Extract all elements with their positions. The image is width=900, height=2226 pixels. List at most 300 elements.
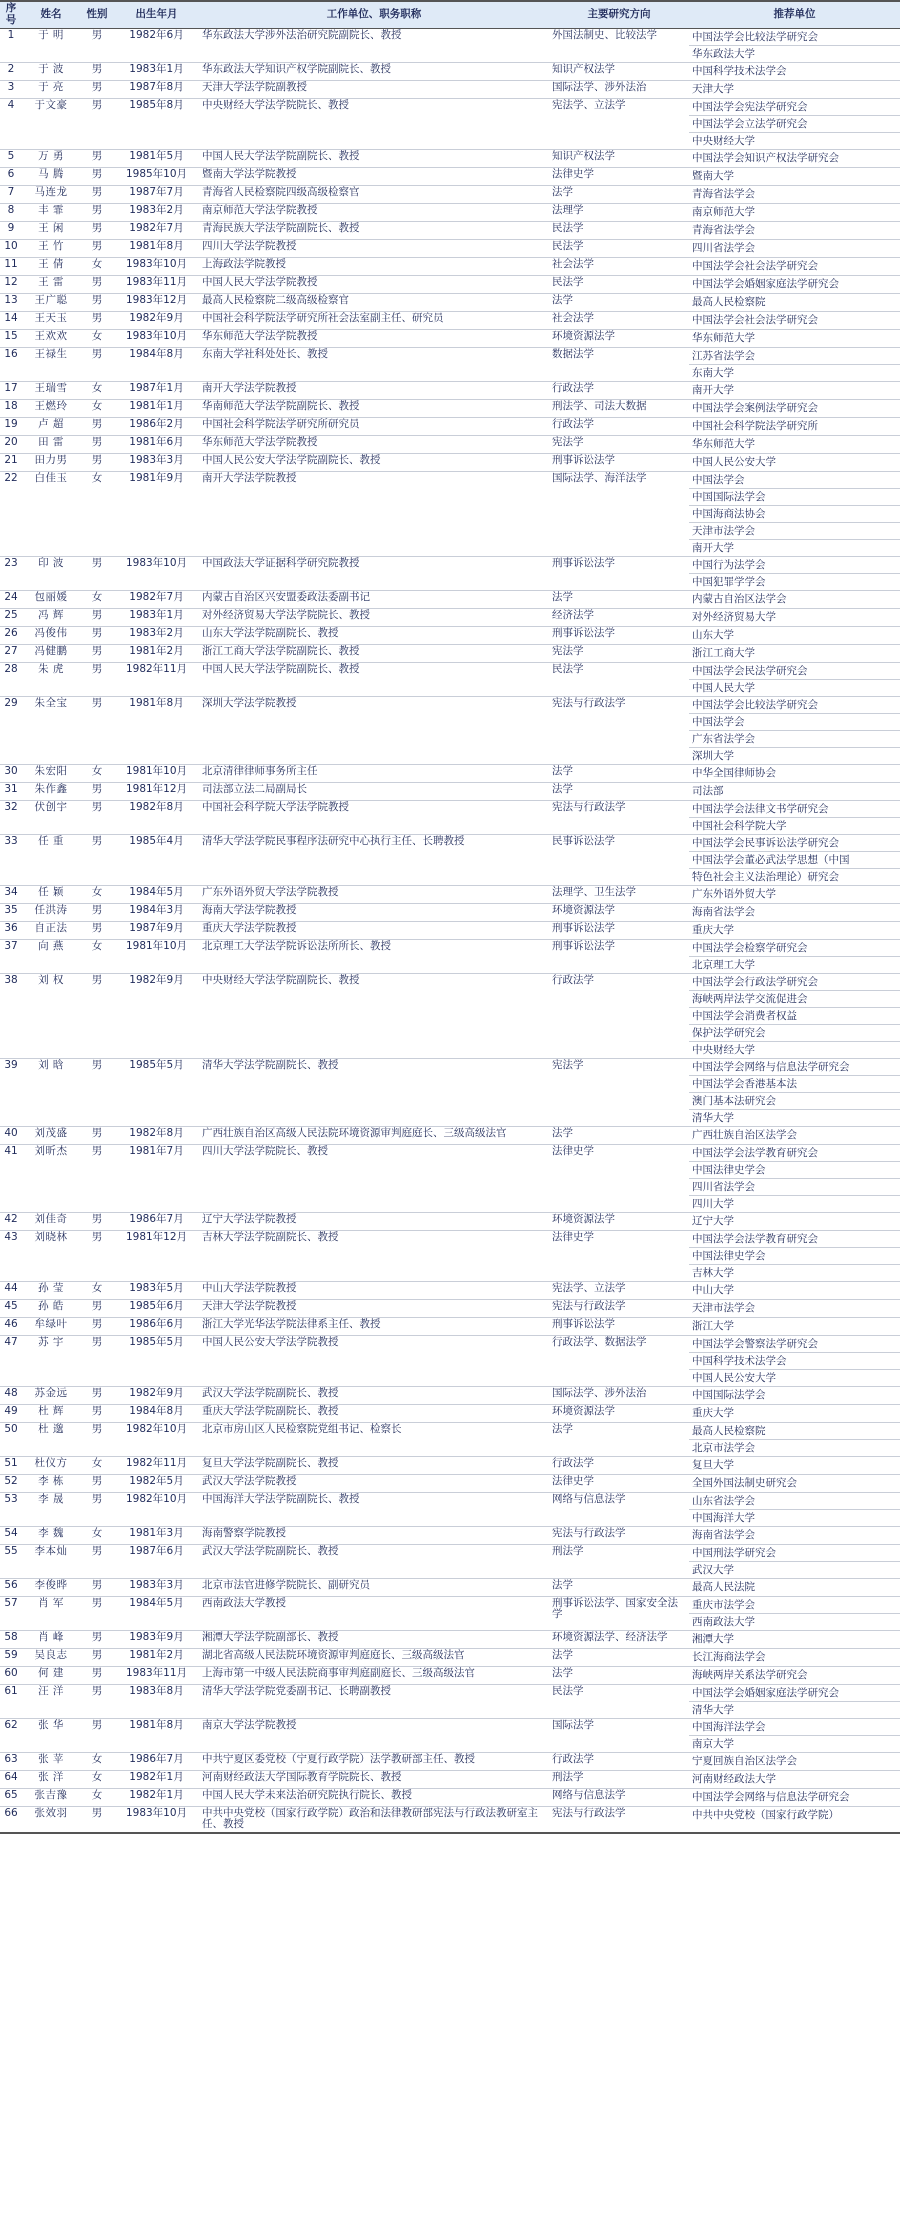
cell-field: 民法学 bbox=[549, 662, 689, 696]
cell-unit: 广东外语外贸大学法学院教授 bbox=[199, 885, 549, 903]
cell-unit: 清华大学法学院党委副书记、长聘副教授 bbox=[199, 1684, 549, 1718]
cell-index: 54 bbox=[0, 1526, 22, 1544]
cell-unit: 四川大学法学院院长、教授 bbox=[199, 1144, 549, 1212]
recommender-line: 长江海商法学会 bbox=[692, 1650, 766, 1663]
cell-gender: 男 bbox=[80, 1126, 114, 1144]
cell-name: 苏 宇 bbox=[22, 1335, 80, 1386]
cell-recommender bbox=[689, 471, 900, 556]
recommender-line: 北京市法学会 bbox=[692, 1441, 755, 1454]
cell-index: 43 bbox=[0, 1230, 22, 1281]
cell-unit: 南开大学法学院教授 bbox=[199, 471, 549, 556]
recommender-line: 青海省法学会 bbox=[692, 187, 755, 200]
cell-unit: 中山大学法学院教授 bbox=[199, 1281, 549, 1299]
cell-birth: 1981年7月 bbox=[114, 1144, 199, 1212]
cell-birth: 1981年2月 bbox=[114, 1648, 199, 1666]
cell-index: 62 bbox=[0, 1718, 22, 1752]
cell-name: 冯健鹏 bbox=[22, 644, 80, 662]
cell-field: 行政法学 bbox=[549, 1752, 689, 1770]
cell-recommender bbox=[689, 939, 900, 973]
recommender-line: 中国科学技术法学会 bbox=[692, 64, 787, 77]
cell-gender: 男 bbox=[80, 435, 114, 453]
table-row bbox=[0, 903, 900, 921]
table-row bbox=[0, 1058, 900, 1126]
cell-name: 向 燕 bbox=[22, 939, 80, 973]
cell-birth: 1984年8月 bbox=[114, 1404, 199, 1422]
cell-gender: 女 bbox=[80, 590, 114, 608]
recommender-line: 中国法学会法学教育研究会 bbox=[689, 1231, 900, 1248]
cell-recommender bbox=[689, 62, 900, 80]
cell-gender: 男 bbox=[80, 608, 114, 626]
header-cell-unit: 工作单位、职务职称 bbox=[199, 1, 549, 28]
cell-unit: 华东政法大学知识产权学院副院长、教授 bbox=[199, 62, 549, 80]
recommender-line: 清华大学 bbox=[692, 1111, 734, 1124]
recommender-line: 浙江大学 bbox=[692, 1319, 734, 1332]
cell-birth: 1981年8月 bbox=[114, 1718, 199, 1752]
table-row bbox=[0, 167, 900, 185]
table-row bbox=[0, 417, 900, 435]
cell-name: 杜 邈 bbox=[22, 1422, 80, 1456]
cell-recommender bbox=[689, 80, 900, 98]
cell-index: 11 bbox=[0, 257, 22, 275]
cell-birth: 1982年8月 bbox=[114, 1126, 199, 1144]
cell-birth: 1983年2月 bbox=[114, 626, 199, 644]
cell-gender: 男 bbox=[80, 1492, 114, 1526]
recommender-line: 中国法学会比较法学研究会 bbox=[689, 29, 900, 46]
cell-name: 王 竹 bbox=[22, 239, 80, 257]
cell-gender: 男 bbox=[80, 203, 114, 221]
cell-birth: 1984年5月 bbox=[114, 1596, 199, 1630]
cell-unit: 中国人民公安大学法学院副院长、教授 bbox=[199, 453, 549, 471]
cell-index: 58 bbox=[0, 1630, 22, 1648]
table-body bbox=[0, 28, 900, 1833]
table-row bbox=[0, 1806, 900, 1833]
cell-birth: 1984年5月 bbox=[114, 885, 199, 903]
cell-unit: 南开大学法学院教授 bbox=[199, 381, 549, 399]
table-row bbox=[0, 1281, 900, 1299]
cell-gender: 男 bbox=[80, 1299, 114, 1317]
cell-gender: 男 bbox=[80, 800, 114, 834]
cell-field: 民法学 bbox=[549, 1684, 689, 1718]
cell-name: 丰 霏 bbox=[22, 203, 80, 221]
table-row bbox=[0, 800, 900, 834]
cell-recommender bbox=[689, 644, 900, 662]
table-row bbox=[0, 1212, 900, 1230]
table-row bbox=[0, 662, 900, 696]
cell-name: 朱全宝 bbox=[22, 696, 80, 764]
cell-index: 5 bbox=[0, 149, 22, 167]
cell-birth: 1987年8月 bbox=[114, 80, 199, 98]
cell-index: 64 bbox=[0, 1770, 22, 1788]
cell-field: 国际法学 bbox=[549, 1718, 689, 1752]
cell-field: 社会法学 bbox=[549, 257, 689, 275]
cell-gender: 男 bbox=[80, 696, 114, 764]
cell-recommender bbox=[689, 1630, 900, 1648]
cell-unit: 天津大学法学院副教授 bbox=[199, 80, 549, 98]
cell-unit: 中国社会科学院大学法学院教授 bbox=[199, 800, 549, 834]
cell-name: 刘 权 bbox=[22, 973, 80, 1058]
cell-recommender bbox=[689, 28, 900, 62]
cell-field: 知识产权法学 bbox=[549, 149, 689, 167]
cell-unit: 上海政法学院教授 bbox=[199, 257, 549, 275]
cell-gender: 男 bbox=[80, 167, 114, 185]
cell-name: 张 洋 bbox=[22, 1770, 80, 1788]
cell-recommender bbox=[689, 399, 900, 417]
cell-index: 27 bbox=[0, 644, 22, 662]
recommender-line: 四川大学 bbox=[692, 1197, 734, 1210]
cell-gender: 男 bbox=[80, 1596, 114, 1630]
table-row bbox=[0, 62, 900, 80]
cell-recommender bbox=[689, 1788, 900, 1806]
cell-unit: 浙江工商大学法学院副院长、教授 bbox=[199, 644, 549, 662]
table-row bbox=[0, 1666, 900, 1684]
cell-unit: 中央财经大学法学院副院长、教授 bbox=[199, 973, 549, 1058]
cell-recommender bbox=[689, 1648, 900, 1666]
cell-index: 61 bbox=[0, 1684, 22, 1718]
cell-field: 行政法学 bbox=[549, 417, 689, 435]
cell-field: 环境资源法学 bbox=[549, 1212, 689, 1230]
cell-recommender bbox=[689, 149, 900, 167]
cell-gender: 女 bbox=[80, 1770, 114, 1788]
cell-field: 刑事诉讼法学 bbox=[549, 921, 689, 939]
cell-birth: 1981年6月 bbox=[114, 435, 199, 453]
cell-index: 31 bbox=[0, 782, 22, 800]
cell-field: 网络与信息法学 bbox=[549, 1492, 689, 1526]
cell-field: 法律史学 bbox=[549, 1230, 689, 1281]
cell-index: 25 bbox=[0, 608, 22, 626]
table-row bbox=[0, 1299, 900, 1317]
recommender-line: 中共中央党校（国家行政学院） bbox=[692, 1808, 839, 1821]
cell-birth: 1985年8月 bbox=[114, 98, 199, 149]
cell-recommender bbox=[689, 1770, 900, 1788]
recommender-line: 中国法学会社会法学研究会 bbox=[692, 259, 818, 272]
cell-index: 59 bbox=[0, 1648, 22, 1666]
cell-gender: 男 bbox=[80, 556, 114, 590]
cell-index: 60 bbox=[0, 1666, 22, 1684]
table-row bbox=[0, 1770, 900, 1788]
cell-unit: 内蒙古自治区兴安盟委政法委副书记 bbox=[199, 590, 549, 608]
cell-birth: 1982年1月 bbox=[114, 1788, 199, 1806]
cell-gender: 女 bbox=[80, 1281, 114, 1299]
cell-gender: 男 bbox=[80, 221, 114, 239]
cell-birth: 1983年9月 bbox=[114, 1630, 199, 1648]
cell-unit: 浙江大学光华法学院法律系主任、教授 bbox=[199, 1317, 549, 1335]
cell-index: 30 bbox=[0, 764, 22, 782]
cell-recommender bbox=[689, 275, 900, 293]
cell-name: 刘晓林 bbox=[22, 1230, 80, 1281]
recommender-line: 中华全国律师协会 bbox=[692, 766, 776, 779]
cell-name: 田 雷 bbox=[22, 435, 80, 453]
cell-field: 法律史学 bbox=[549, 167, 689, 185]
cell-index: 36 bbox=[0, 921, 22, 939]
cell-gender: 男 bbox=[80, 1578, 114, 1596]
cell-unit: 南京师范大学法学院教授 bbox=[199, 203, 549, 221]
cell-field: 法理学 bbox=[549, 203, 689, 221]
cell-field: 刑事诉讼法学、国家安全法学 bbox=[549, 1596, 689, 1630]
cell-gender: 男 bbox=[80, 782, 114, 800]
cell-recommender bbox=[689, 1058, 900, 1126]
recommender-line: 中国法学会民法学研究会 bbox=[689, 663, 900, 680]
cell-unit: 中共中央党校（国家行政学院）政治和法律教研部宪法与行政法教研室主任、教授 bbox=[199, 1806, 549, 1833]
cell-index: 29 bbox=[0, 696, 22, 764]
cell-gender: 男 bbox=[80, 149, 114, 167]
cell-gender: 男 bbox=[80, 921, 114, 939]
cell-unit: 中国人民大学法学院副院长、教授 bbox=[199, 662, 549, 696]
table-row bbox=[0, 399, 900, 417]
cell-birth: 1982年8月 bbox=[114, 800, 199, 834]
cell-gender: 男 bbox=[80, 98, 114, 149]
recommender-line: 广西壮族自治区法学会 bbox=[692, 1128, 797, 1141]
table-row bbox=[0, 1144, 900, 1212]
cell-field: 环境资源法学 bbox=[549, 329, 689, 347]
table-row bbox=[0, 626, 900, 644]
cell-unit: 海南大学法学院教授 bbox=[199, 903, 549, 921]
recommender-line: 中国法学会检察学研究会 bbox=[689, 940, 900, 957]
cell-name: 孙 莹 bbox=[22, 1281, 80, 1299]
recommender-line: 中国法学会 bbox=[689, 472, 900, 489]
cell-name: 马 腾 bbox=[22, 167, 80, 185]
recommender-line: 中国法学会警察法学研究会 bbox=[689, 1336, 900, 1353]
cell-name: 肖 军 bbox=[22, 1596, 80, 1630]
cell-recommender bbox=[689, 221, 900, 239]
cell-recommender bbox=[689, 1144, 900, 1212]
cell-field: 民事诉讼法学 bbox=[549, 834, 689, 885]
cell-birth: 1987年7月 bbox=[114, 185, 199, 203]
cell-recommender bbox=[689, 764, 900, 782]
cell-name: 张 华 bbox=[22, 1718, 80, 1752]
cell-unit: 暨南大学法学院教授 bbox=[199, 167, 549, 185]
table-row bbox=[0, 1788, 900, 1806]
cell-index: 3 bbox=[0, 80, 22, 98]
recommender-line: 山东省法学会 bbox=[689, 1493, 900, 1510]
cell-unit: 湘潭大学法学院副部长、教授 bbox=[199, 1630, 549, 1648]
recommender-line: 辽宁大学 bbox=[692, 1214, 734, 1227]
recommender-line: 中央财经大学 bbox=[692, 1043, 755, 1056]
recommender-line: 中国犯罪学学会 bbox=[692, 575, 766, 588]
cell-birth: 1983年3月 bbox=[114, 1578, 199, 1596]
cell-unit: 对外经济贸易大学法学院院长、教授 bbox=[199, 608, 549, 626]
cell-recommender bbox=[689, 1578, 900, 1596]
cell-birth: 1984年3月 bbox=[114, 903, 199, 921]
cell-recommender bbox=[689, 381, 900, 399]
recommender-line: 中国海洋法学会 bbox=[689, 1719, 900, 1736]
cell-name: 朱宏阳 bbox=[22, 764, 80, 782]
cell-index: 45 bbox=[0, 1299, 22, 1317]
recommender-line: 中国社会科学院法学研究所 bbox=[692, 419, 818, 432]
cell-unit: 四川大学法学院教授 bbox=[199, 239, 549, 257]
cell-gender: 男 bbox=[80, 1630, 114, 1648]
table-row bbox=[0, 1404, 900, 1422]
cell-index: 21 bbox=[0, 453, 22, 471]
cell-gender: 男 bbox=[80, 293, 114, 311]
cell-recommender bbox=[689, 903, 900, 921]
cell-index: 28 bbox=[0, 662, 22, 696]
recommender-line: 四川省法学会 bbox=[692, 241, 755, 254]
cell-gender: 女 bbox=[80, 1788, 114, 1806]
cell-field: 法理学、卫生法学 bbox=[549, 885, 689, 903]
cell-unit: 北京市房山区人民检察院党组书记、检察长 bbox=[199, 1422, 549, 1456]
cell-field: 行政法学 bbox=[549, 381, 689, 399]
table-row bbox=[0, 221, 900, 239]
cell-name: 李本灿 bbox=[22, 1544, 80, 1578]
cell-recommender bbox=[689, 1718, 900, 1752]
recommender-line: 清华大学 bbox=[692, 1703, 734, 1716]
cell-recommender bbox=[689, 417, 900, 435]
table-row bbox=[0, 1544, 900, 1578]
cell-gender: 男 bbox=[80, 185, 114, 203]
recommender-line: 中国法学会法学教育研究会 bbox=[689, 1145, 900, 1162]
cell-field: 刑法学 bbox=[549, 1544, 689, 1578]
cell-birth: 1985年10月 bbox=[114, 167, 199, 185]
cell-gender: 女 bbox=[80, 471, 114, 556]
table-row bbox=[0, 1684, 900, 1718]
cell-field: 外国法制史、比较法学 bbox=[549, 28, 689, 62]
recommender-line: 重庆大学 bbox=[692, 923, 734, 936]
cell-field: 法学 bbox=[549, 1578, 689, 1596]
recommender-line: 中国法学会 bbox=[689, 714, 900, 731]
cell-unit: 北京清律律师事务所主任 bbox=[199, 764, 549, 782]
recommender-line: 中国法学会知识产权法学研究会 bbox=[692, 151, 839, 164]
cell-name: 冯俊伟 bbox=[22, 626, 80, 644]
cell-recommender bbox=[689, 1335, 900, 1386]
table-row bbox=[0, 1752, 900, 1770]
table-row bbox=[0, 608, 900, 626]
cell-unit: 中国人民大学法学院副院长、教授 bbox=[199, 149, 549, 167]
cell-field: 宪法与行政法学 bbox=[549, 696, 689, 764]
recommender-line: 中国法律史学会 bbox=[689, 1248, 900, 1265]
recommender-line: 中国海商法协会 bbox=[689, 506, 900, 523]
cell-birth: 1981年12月 bbox=[114, 1230, 199, 1281]
recommender-line: 中国法学会立法学研究会 bbox=[689, 116, 900, 133]
recommender-line: 海峡两岸法学交流促进会 bbox=[689, 991, 900, 1008]
recommender-line: 北京理工大学 bbox=[692, 958, 755, 971]
cell-recommender bbox=[689, 185, 900, 203]
cell-unit: 武汉大学法学院副院长、教授 bbox=[199, 1386, 549, 1404]
recommender-line: 内蒙古自治区法学会 bbox=[692, 592, 787, 605]
recommender-line: 东南大学 bbox=[692, 366, 734, 379]
cell-index: 51 bbox=[0, 1456, 22, 1474]
cell-recommender bbox=[689, 1474, 900, 1492]
cell-index: 17 bbox=[0, 381, 22, 399]
cell-name: 王禄生 bbox=[22, 347, 80, 381]
recommender-line: 中国法律史学会 bbox=[689, 1162, 900, 1179]
cell-field: 法律史学 bbox=[549, 1144, 689, 1212]
recommender-line: 中国法学会行政法学研究会 bbox=[689, 974, 900, 991]
cell-birth: 1986年2月 bbox=[114, 417, 199, 435]
cell-gender: 男 bbox=[80, 28, 114, 62]
cell-field: 法学 bbox=[549, 185, 689, 203]
cell-unit: 北京市法官进修学院院长、副研究员 bbox=[199, 1578, 549, 1596]
cell-recommender bbox=[689, 556, 900, 590]
cell-recommender bbox=[689, 1684, 900, 1718]
header-cell-index: 序号 bbox=[0, 1, 22, 28]
cell-birth: 1982年5月 bbox=[114, 1474, 199, 1492]
cell-name: 何 建 bbox=[22, 1666, 80, 1684]
cell-recommender bbox=[689, 1492, 900, 1526]
cell-unit: 天津大学法学院教授 bbox=[199, 1299, 549, 1317]
recommender-line: 中国国际法学会 bbox=[692, 1388, 766, 1401]
cell-recommender bbox=[689, 1422, 900, 1456]
cell-field: 环境资源法学 bbox=[549, 1404, 689, 1422]
cell-field: 刑事诉讼法学 bbox=[549, 453, 689, 471]
cell-recommender bbox=[689, 239, 900, 257]
cell-field: 法学 bbox=[549, 1648, 689, 1666]
cell-gender: 男 bbox=[80, 1422, 114, 1456]
header-cell-recommender: 推荐单位 bbox=[689, 1, 900, 28]
cell-index: 47 bbox=[0, 1335, 22, 1386]
recommender-line: 中山大学 bbox=[692, 1283, 734, 1296]
cell-field: 网络与信息法学 bbox=[549, 1788, 689, 1806]
recommender-line: 中国人民公安大学 bbox=[692, 455, 776, 468]
recommender-line: 澳门基本法研究会 bbox=[689, 1093, 900, 1110]
cell-unit: 湖北省高级人民法院环境资源审判庭庭长、三级高级法官 bbox=[199, 1648, 549, 1666]
cell-gender: 男 bbox=[80, 239, 114, 257]
table-row bbox=[0, 1230, 900, 1281]
cell-unit: 上海市第一中级人民法院商事审判庭副庭长、三级高级法官 bbox=[199, 1666, 549, 1684]
table-row bbox=[0, 435, 900, 453]
table-row bbox=[0, 1126, 900, 1144]
recommender-line: 西南政法大学 bbox=[692, 1615, 755, 1628]
cell-name: 牟绿叶 bbox=[22, 1317, 80, 1335]
cell-index: 24 bbox=[0, 590, 22, 608]
recommender-line: 浙江工商大学 bbox=[692, 646, 755, 659]
cell-unit: 东南大学社科处处长、教授 bbox=[199, 347, 549, 381]
recommender-line: 四川省法学会 bbox=[689, 1179, 900, 1196]
recommender-line: 最高人民检察院 bbox=[689, 1423, 900, 1440]
recommender-line: 对外经济贸易大学 bbox=[692, 610, 776, 623]
table-row bbox=[0, 1648, 900, 1666]
cell-recommender bbox=[689, 329, 900, 347]
cell-birth: 1985年4月 bbox=[114, 834, 199, 885]
cell-unit: 武汉大学法学院副院长、教授 bbox=[199, 1544, 549, 1578]
cell-recommender bbox=[689, 800, 900, 834]
cell-index: 18 bbox=[0, 399, 22, 417]
cell-gender: 男 bbox=[80, 1230, 114, 1281]
cell-unit: 华东政法大学涉外法治研究院副院长、教授 bbox=[199, 28, 549, 62]
cell-gender: 女 bbox=[80, 381, 114, 399]
cell-gender: 男 bbox=[80, 1544, 114, 1578]
cell-recommender bbox=[689, 257, 900, 275]
cell-gender: 男 bbox=[80, 1666, 114, 1684]
cell-field: 法学 bbox=[549, 1422, 689, 1456]
table-row bbox=[0, 1386, 900, 1404]
cell-gender: 男 bbox=[80, 1144, 114, 1212]
cell-gender: 男 bbox=[80, 662, 114, 696]
cell-field: 行政法学 bbox=[549, 973, 689, 1058]
recommender-line: 天津市法学会 bbox=[689, 523, 900, 540]
cell-recommender bbox=[689, 435, 900, 453]
table-row bbox=[0, 1317, 900, 1335]
cell-field: 法学 bbox=[549, 764, 689, 782]
cell-birth: 1985年6月 bbox=[114, 1299, 199, 1317]
cell-index: 15 bbox=[0, 329, 22, 347]
cell-gender: 男 bbox=[80, 311, 114, 329]
cell-gender: 男 bbox=[80, 1806, 114, 1833]
cell-birth: 1981年8月 bbox=[114, 239, 199, 257]
cell-birth: 1983年3月 bbox=[114, 453, 199, 471]
table-row bbox=[0, 257, 900, 275]
cell-recommender bbox=[689, 1404, 900, 1422]
cell-gender: 女 bbox=[80, 257, 114, 275]
cell-birth: 1987年9月 bbox=[114, 921, 199, 939]
cell-unit: 吉林大学法学院副院长、教授 bbox=[199, 1230, 549, 1281]
cell-gender: 男 bbox=[80, 1212, 114, 1230]
cell-index: 65 bbox=[0, 1788, 22, 1806]
cell-birth: 1981年5月 bbox=[114, 149, 199, 167]
cell-birth: 1981年9月 bbox=[114, 471, 199, 556]
cell-gender: 男 bbox=[80, 1718, 114, 1752]
cell-gender: 女 bbox=[80, 1526, 114, 1544]
cell-recommender bbox=[689, 347, 900, 381]
